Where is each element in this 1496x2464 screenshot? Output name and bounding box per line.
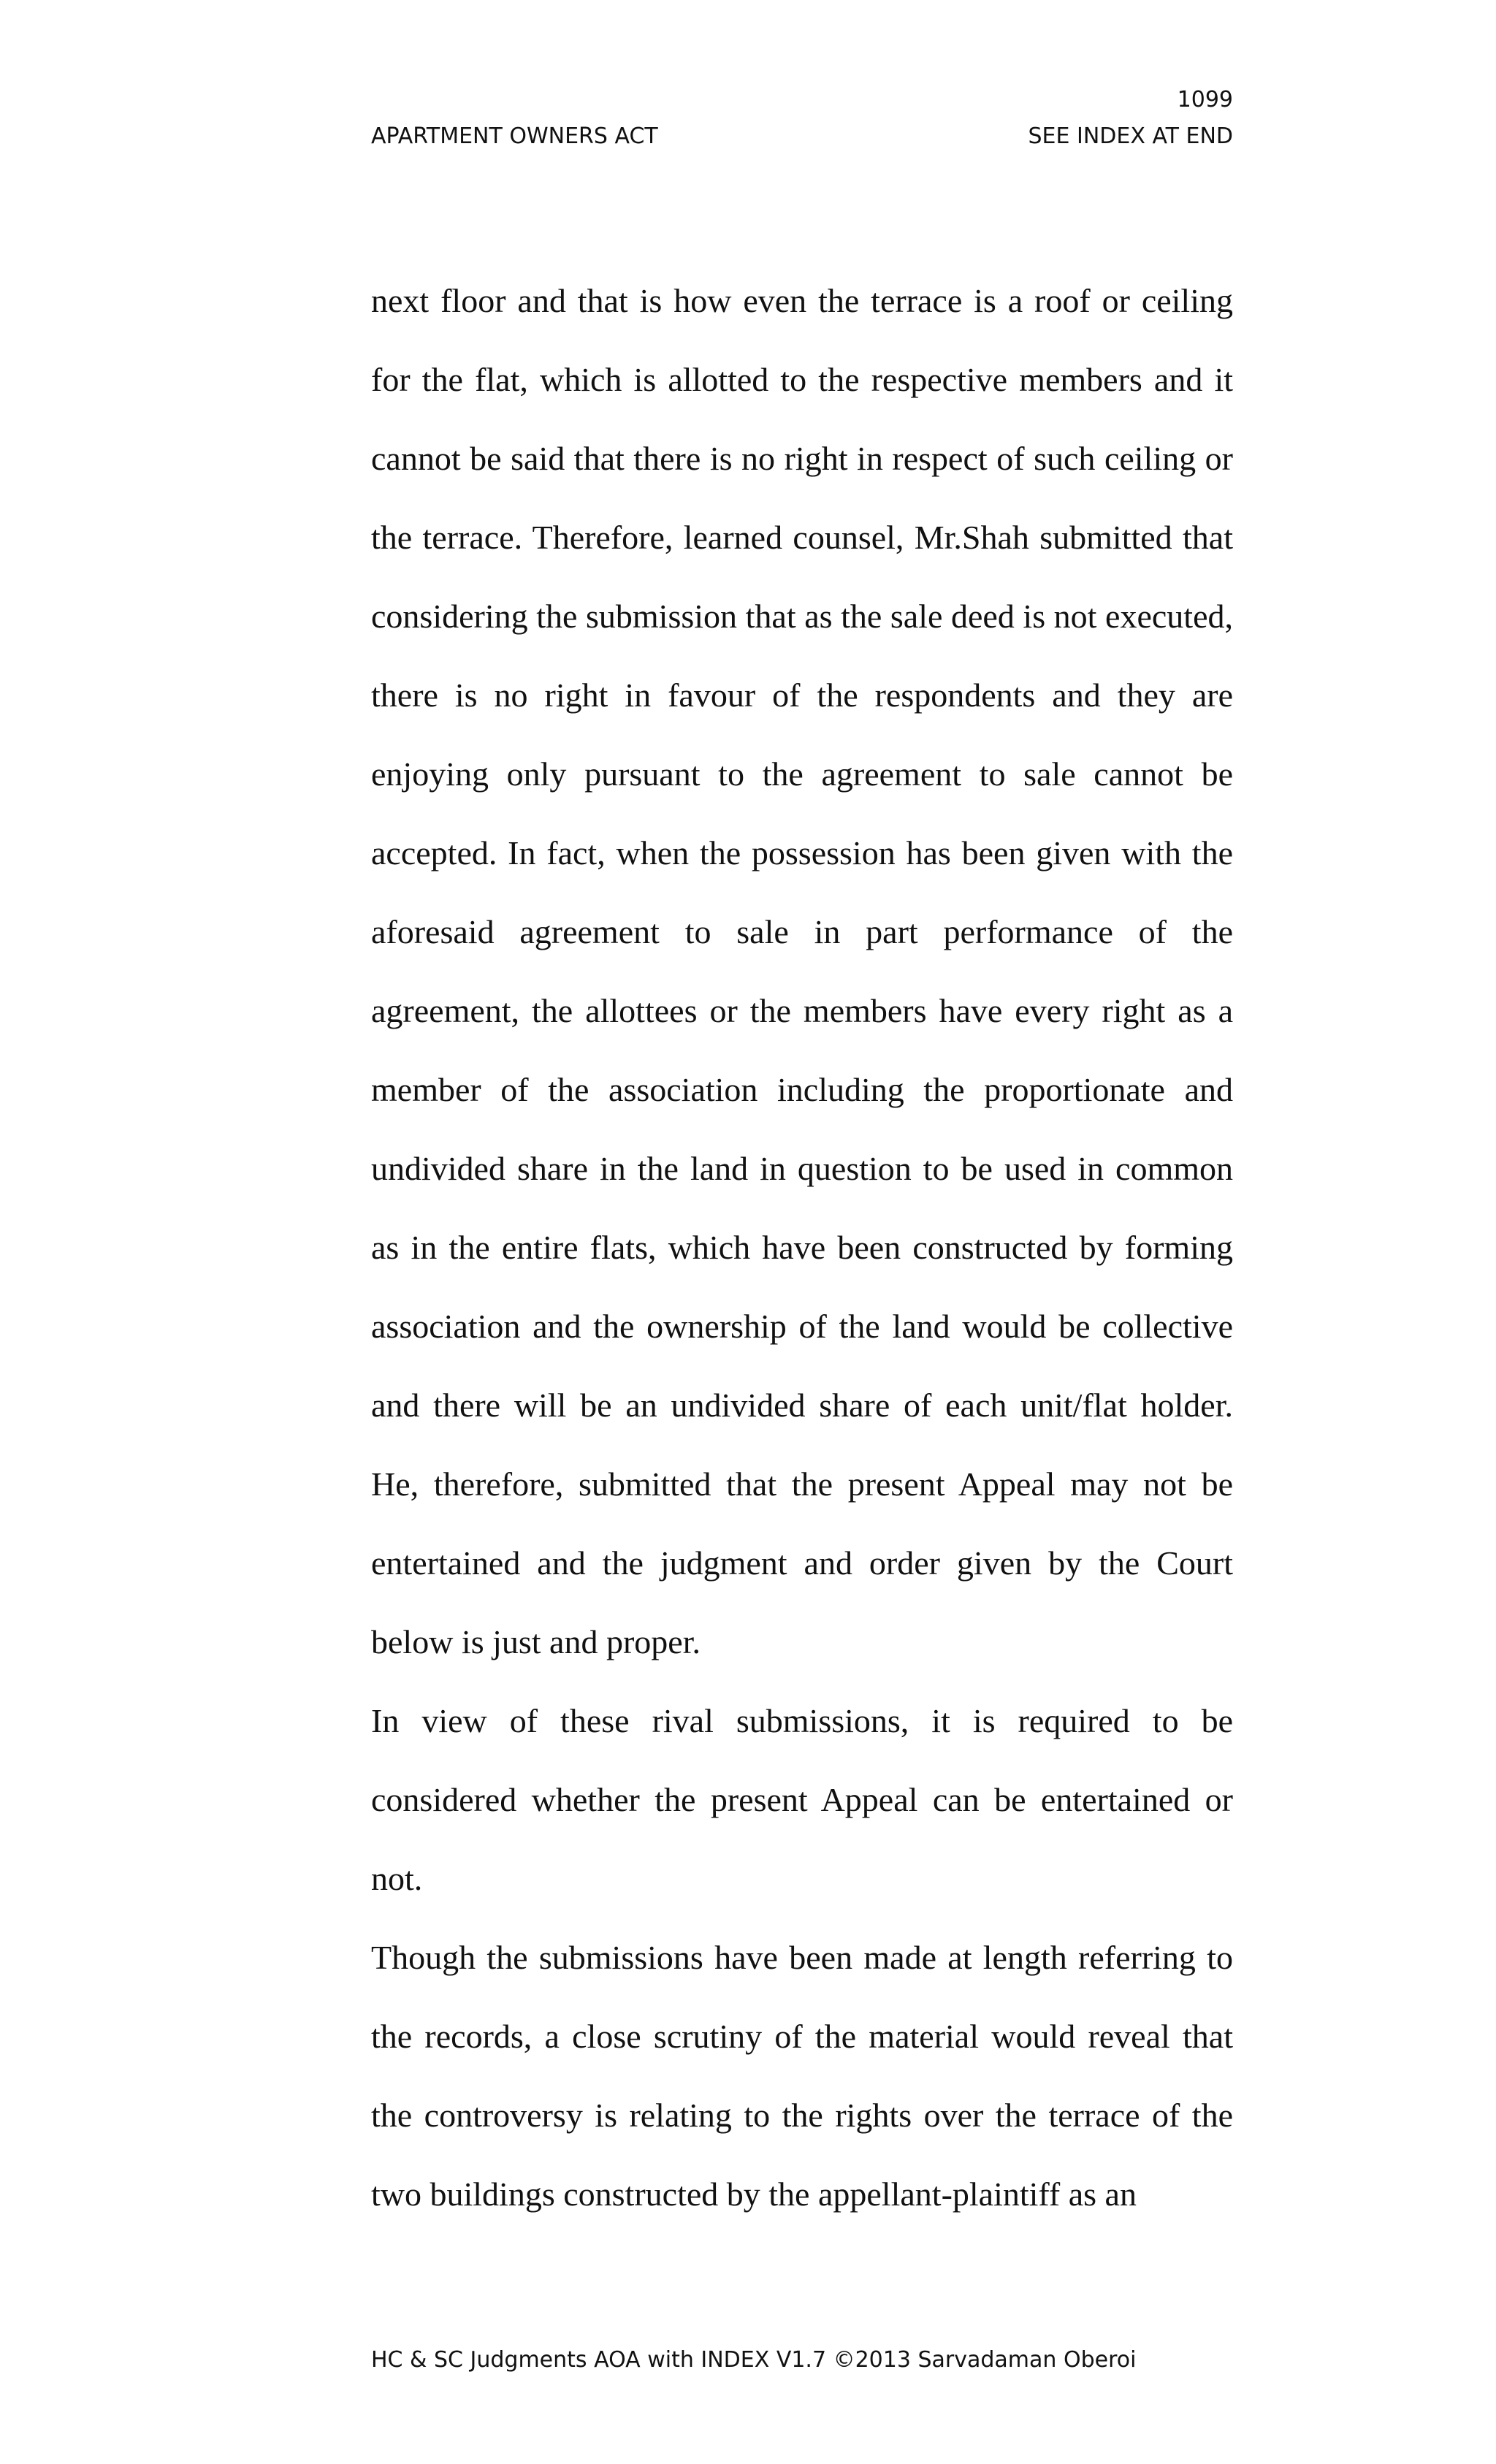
page-number: 1099 bbox=[1177, 87, 1233, 112]
document-body bbox=[371, 262, 1233, 2234]
paragraph: In view of these rival submissions, it is required to be considered whether the present Appeal can be entertained or not. bbox=[371, 1702, 1233, 1897]
page-footer: HC & SC Judgments AOA with INDEX V1.7 ©2013 Sarvadaman Oberoi bbox=[371, 2347, 1137, 2373]
running-header-index-note: SEE INDEX AT END bbox=[1028, 123, 1233, 149]
paragraph: next floor and that is how even the terrace is a roof or ceiling for the flat, which is allotted to the respective members and it cannot be said that there is no right in respect of such ceiling or the terrace. Therefore, learned counsel, Mr.Shah submitted that considering the submission that as the sale deed is not executed, there is no right in favour of the respondents and they are enjoying only pursuant to the agreement to sale cannot be accepted. In fact, when the possession has been given with the aforesaid agreement to sale in part performance of the agreement, the allottees or the members have every right as a member of the association including the proportionate and undivided share in the land in question to be used in common as in the entire flats, which have been constructed by forming association and the ownership of the land would be collective and there will be an undivided share of each unit/flat holder. He, therefore, submitted that the present Appeal may not be entertained and the judgment and order given by the Court below is just and proper. bbox=[371, 282, 1233, 1660]
paragraph: Though the submissions have been made at length referring to the records, a close scrutiny of the material would reveal that the controversy is relating to the rights over the terrace of the two buildings constructed by the appellant-plaintiff as an bbox=[371, 1939, 1233, 2213]
running-header-title: APARTMENT OWNERS ACT bbox=[371, 123, 658, 149]
